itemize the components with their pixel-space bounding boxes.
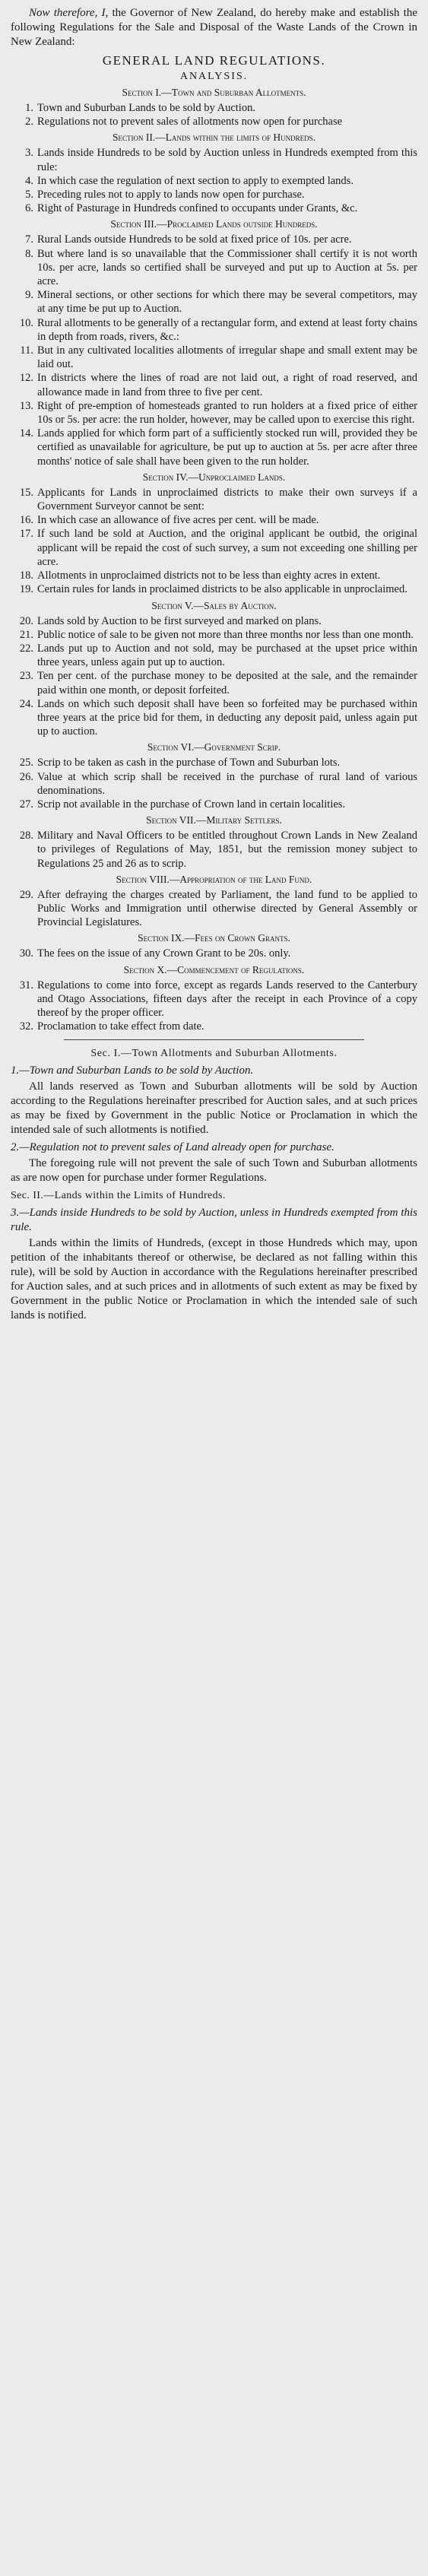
analysis-item-text: Lands put up to Auction and not sold, may be purchased at the upset price within three years, unless again put up to auction. bbox=[37, 642, 417, 669]
analysis-item bbox=[11, 770, 417, 798]
analysis-item-number: 14. bbox=[19, 427, 33, 440]
analysis-item bbox=[11, 513, 417, 527]
analysis-item bbox=[11, 642, 417, 669]
analysis-item bbox=[11, 614, 417, 628]
analysis-item-number: 21. bbox=[19, 628, 33, 641]
analysis-item-text: The fees on the issue of any Crown Grant to be 20s. only. bbox=[37, 947, 291, 960]
analysis-item-text: But in any cultivated localities allotments of irregular shape and small extent may be laid out. bbox=[37, 344, 417, 371]
analysis-item-text: Allotments in unproclaimed districts not to be less than eighty acres in extent. bbox=[37, 569, 381, 582]
analysis-item-number: 26. bbox=[19, 770, 33, 783]
analysis-item bbox=[11, 174, 417, 188]
analysis-item-number: 20. bbox=[19, 614, 33, 627]
analysis-section-heading: Section I.—Town and Suburban Allotments. bbox=[122, 87, 306, 98]
section-heading: Sec. I.—Town Allotments and Suburban Allotments. bbox=[90, 1048, 338, 1060]
analysis-item-text: In which case an allowance of five acres per cent. will be made. bbox=[37, 514, 319, 527]
analysis-item bbox=[11, 798, 417, 811]
analysis-item-text: Mineral sections, or other sections for which there may be several competitors, may at any time be put up to Auction. bbox=[37, 289, 417, 316]
analysis-item-number: 16. bbox=[19, 514, 33, 527]
analysis-item-text: Lands sold by Auction to be first surveyed and marked on plans. bbox=[37, 614, 322, 627]
analysis-item-number: 30. bbox=[19, 947, 33, 960]
analysis-item bbox=[11, 371, 417, 398]
intro-lead: Now therefore, I, bbox=[29, 7, 109, 19]
analysis-item-text: Regulations not to prevent sales of allotments now open for purchase bbox=[37, 116, 343, 128]
analysis-item-text: In districts where the lines of road are not laid out, a right of road reserved, and allowance made in land from three to five per cent. bbox=[37, 372, 417, 398]
analysis-item-number: 31. bbox=[19, 979, 33, 991]
analysis-item-number: 13. bbox=[19, 399, 33, 412]
analysis-section-heading: Section VIII.—Appropriation of the Land Fund. bbox=[116, 873, 312, 885]
analysis-item-text: But where land is so unavailable that the Commissioner shall certify it is not worth 10s. per acre, lands so certified shall be surveyed and put up to Auction at 5s. per acre. bbox=[37, 247, 417, 288]
analysis-item-number: 18. bbox=[19, 569, 33, 582]
analysis-item-number: 15. bbox=[19, 486, 33, 499]
analysis-item-number: 12. bbox=[19, 372, 33, 385]
analysis-item-text: Scrip not available in the purchase of Crown land in certain localities. bbox=[37, 798, 346, 811]
analysis-item-text: Scrip to be taken as cash in the purchase of Town and Suburban lots. bbox=[37, 757, 341, 769]
analysis-item bbox=[11, 756, 417, 769]
analysis-item bbox=[11, 829, 417, 871]
analysis-item-text: Right of Pasturage in Hundreds confined to occupants under Grants, &c. bbox=[37, 202, 358, 215]
intro-paragraph bbox=[11, 6, 417, 49]
analysis-item bbox=[11, 288, 417, 316]
analysis-item-number: 29. bbox=[19, 888, 33, 901]
analysis-item-number: 5. bbox=[25, 189, 33, 201]
analysis-item bbox=[11, 101, 417, 115]
analysis-item-number: 17. bbox=[19, 528, 33, 541]
analysis-item-number: 11. bbox=[20, 344, 33, 357]
analysis-item-text: Regulations to come into force, except as regards Lands reserved to the Canterbury and Otago Associations, fifteen days after the receipt in each Province of a copy thereof by the proper officer. bbox=[37, 979, 417, 1019]
analysis-item-text: If such land be sold at Auction, and the original applicant be outbid, the original applicant will be repaid the cost of such survey, a sum not exceeding one shilling per acre. bbox=[37, 528, 417, 568]
analysis-item-number: 6. bbox=[25, 202, 33, 215]
regulation-rule: 1.—Town and Suburban Lands to be sold by Auction. bbox=[11, 1064, 254, 1077]
analysis-item-number: 7. bbox=[25, 233, 33, 246]
section-heading: Sec. II.—Lands within the Limits of Hundreds. bbox=[11, 1190, 226, 1202]
analysis-item-text: After defraying the charges created by Parliament, the land fund to be applied to Public Works and Immigration until otherwise directed by General Assembly or Provincial Legislatures. bbox=[37, 888, 417, 929]
analysis-item-number: 27. bbox=[19, 798, 33, 811]
analysis-item-number: 1. bbox=[25, 102, 33, 114]
intro-text: the Governor of New Zealand, do hereby make and establish the following Regulations for the Sale and Disposal of the Waste Lands of the Crown in New Zealand: bbox=[11, 7, 418, 48]
analysis-item-number: 23. bbox=[19, 670, 33, 683]
analysis-item-number: 32. bbox=[19, 1020, 33, 1033]
analysis-item-text: Applicants for Lands in unproclaimed districts to make their own surveys if a Government Surveyor cannot be sent: bbox=[37, 486, 417, 513]
analysis-item-number: 19. bbox=[19, 583, 33, 596]
analysis-item-number: 22. bbox=[19, 642, 33, 655]
analysis-item-text: In which case the regulation of next section to apply to exempted lands. bbox=[37, 174, 353, 187]
analysis-section-heading: Section VII.—Military Settlers. bbox=[146, 814, 282, 826]
analysis-heading: ANALYSIS. bbox=[179, 71, 249, 82]
analysis-item bbox=[11, 344, 417, 371]
regulation-rule: 2.—Regulation not to prevent sales of Land already open for purchase. bbox=[11, 1141, 334, 1154]
analysis-section-heading: Section II.—Lands within the limits of Hundreds. bbox=[113, 132, 315, 144]
analysis-item-number: 2. bbox=[25, 116, 33, 128]
analysis-item-number: 3. bbox=[25, 147, 33, 160]
analysis-item-number: 8. bbox=[25, 247, 33, 260]
page-title: GENERAL LAND REGULATIONS. bbox=[102, 53, 326, 68]
analysis-item bbox=[11, 247, 417, 289]
regulation-rule: 3.—Lands inside Hundreds to be sold by Auction, unless in Hundreds exempted from this rule. bbox=[11, 1207, 417, 1234]
analysis-item-text: Preceding rules not to apply to lands now open for purchase. bbox=[37, 189, 305, 201]
regulation-paragraph: Lands within the limits of Hundreds, (except in those Hundreds which may, upon petition of the inhabitants thereof or otherwise, be declared as not falling within this rule), will be sold by Auction in accordance with the Regulations hereinafter prescribed for Auction sales, and at such prices and in allotments of such extent as may be fixed by Government in the public Notice or Proclamation in which the intended sale of such lands is notified. bbox=[11, 1237, 417, 1322]
analysis-item bbox=[11, 1020, 417, 1033]
divider bbox=[64, 1039, 364, 1040]
analysis-section-heading: Section III.—Proclaimed Lands outside Hundreds. bbox=[110, 218, 318, 230]
analysis-item-text: Town and Suburban Lands to be sold by Auction. bbox=[37, 102, 255, 114]
analysis-item bbox=[11, 979, 417, 1020]
analysis-item bbox=[11, 669, 417, 696]
analysis-item-text: Value at which scrip shall be received in the purchase of rural land of various denominations. bbox=[37, 770, 417, 797]
analysis-section-heading: Section VI.—Government Scrip. bbox=[147, 741, 281, 753]
analysis-item-text: Proclamation to take effect from date. bbox=[37, 1020, 204, 1033]
analysis-item-text: Ten per cent. of the purchase money to be deposited at the sale, and the remainder paid within one month, or deposit forfeited. bbox=[37, 670, 417, 696]
analysis-item bbox=[11, 233, 417, 246]
analysis-item bbox=[11, 427, 417, 468]
analysis-item bbox=[11, 188, 417, 201]
analysis-section-heading: Section V.—Sales by Auction. bbox=[151, 599, 277, 611]
analysis-item-number: 24. bbox=[19, 697, 33, 710]
regulation-paragraph: All lands reserved as Town and Suburban allotments will be sold by Auction according to the Regulations hereinafter prescribed for Auction sales, and at such prices as may be fixed by Government in the public Notice or Proclamation in which the intended sale of such allotments is notified. bbox=[11, 1080, 417, 1137]
analysis-item bbox=[11, 628, 417, 642]
analysis-list bbox=[11, 86, 417, 1033]
analysis-item-text: Rural allotments to be generally of a rectangular form, and extend at least forty chains in depth from roads, rivers, &c.: bbox=[37, 316, 417, 343]
analysis-item bbox=[11, 582, 417, 596]
analysis-item-number: 10. bbox=[19, 316, 33, 329]
analysis-item bbox=[11, 527, 417, 569]
analysis-item-number: 4. bbox=[25, 174, 33, 187]
analysis-item bbox=[11, 316, 417, 344]
analysis-section-heading: Section IX.—Fees on Crown Grants. bbox=[138, 932, 290, 944]
analysis-item-text: Certain rules for lands in proclaimed districts to be also applicable in unproclaimed. bbox=[37, 583, 407, 596]
analysis-item bbox=[11, 697, 417, 739]
regulation-paragraph: The foregoing rule will not prevent the sale of such Town and Suburban allotments as are now open for purchase under former Regulations. bbox=[11, 1157, 417, 1185]
analysis-item bbox=[11, 486, 417, 513]
analysis-item bbox=[11, 569, 417, 582]
analysis-item-number: 25. bbox=[19, 757, 33, 769]
analysis-section-heading: Section X.—Commencement of Regulations. bbox=[123, 963, 305, 976]
regulations-body bbox=[11, 1046, 417, 1323]
analysis-item bbox=[11, 115, 417, 128]
analysis-item-text: Right of pre-emption of homesteads granted to run holders at a fixed price of either 10s or 5s. per acre: the run holder, however, may be called upon to exercise this right. bbox=[37, 399, 417, 427]
analysis-item-text: Military and Naval Officers to be entitled throughout Crown Lands in New Zealand to privileges of Regulations of May, 1851, but the remission money subject to Regulations 25 and 26 as to scrip. bbox=[37, 830, 417, 870]
analysis-item bbox=[11, 146, 417, 173]
analysis-item-text: Public notice of sale to be given not more than three months nor less than one month. bbox=[37, 628, 414, 641]
analysis-item-text: Lands on which such deposit shall have been so forfeited may be purchased within three years at the price bid for them, in deducting any deposit paid, unless again put up to auction. bbox=[37, 697, 417, 738]
analysis-item-number: 9. bbox=[25, 289, 33, 302]
analysis-item bbox=[11, 201, 417, 215]
analysis-item bbox=[11, 947, 417, 960]
analysis-item-number: 28. bbox=[19, 830, 33, 842]
analysis-item-text: Rural Lands outside Hundreds to be sold at fixed price of 10s. per acre. bbox=[37, 233, 352, 246]
analysis-item bbox=[11, 888, 417, 930]
analysis-item-text: Lands inside Hundreds to be sold by Auction unless in Hundreds exempted from this rule: bbox=[37, 147, 417, 173]
analysis-section-heading: Section IV.—Unproclaimed Lands. bbox=[142, 471, 286, 483]
analysis-item-text: Lands applied for which form part of a sufficiently stocked run will, provided they be certified as unavailable for agriculture, be put up to auction at 5s. per acre after three months' notice of sale shall have been given to the run holder. bbox=[37, 427, 417, 468]
analysis-item bbox=[11, 399, 417, 427]
